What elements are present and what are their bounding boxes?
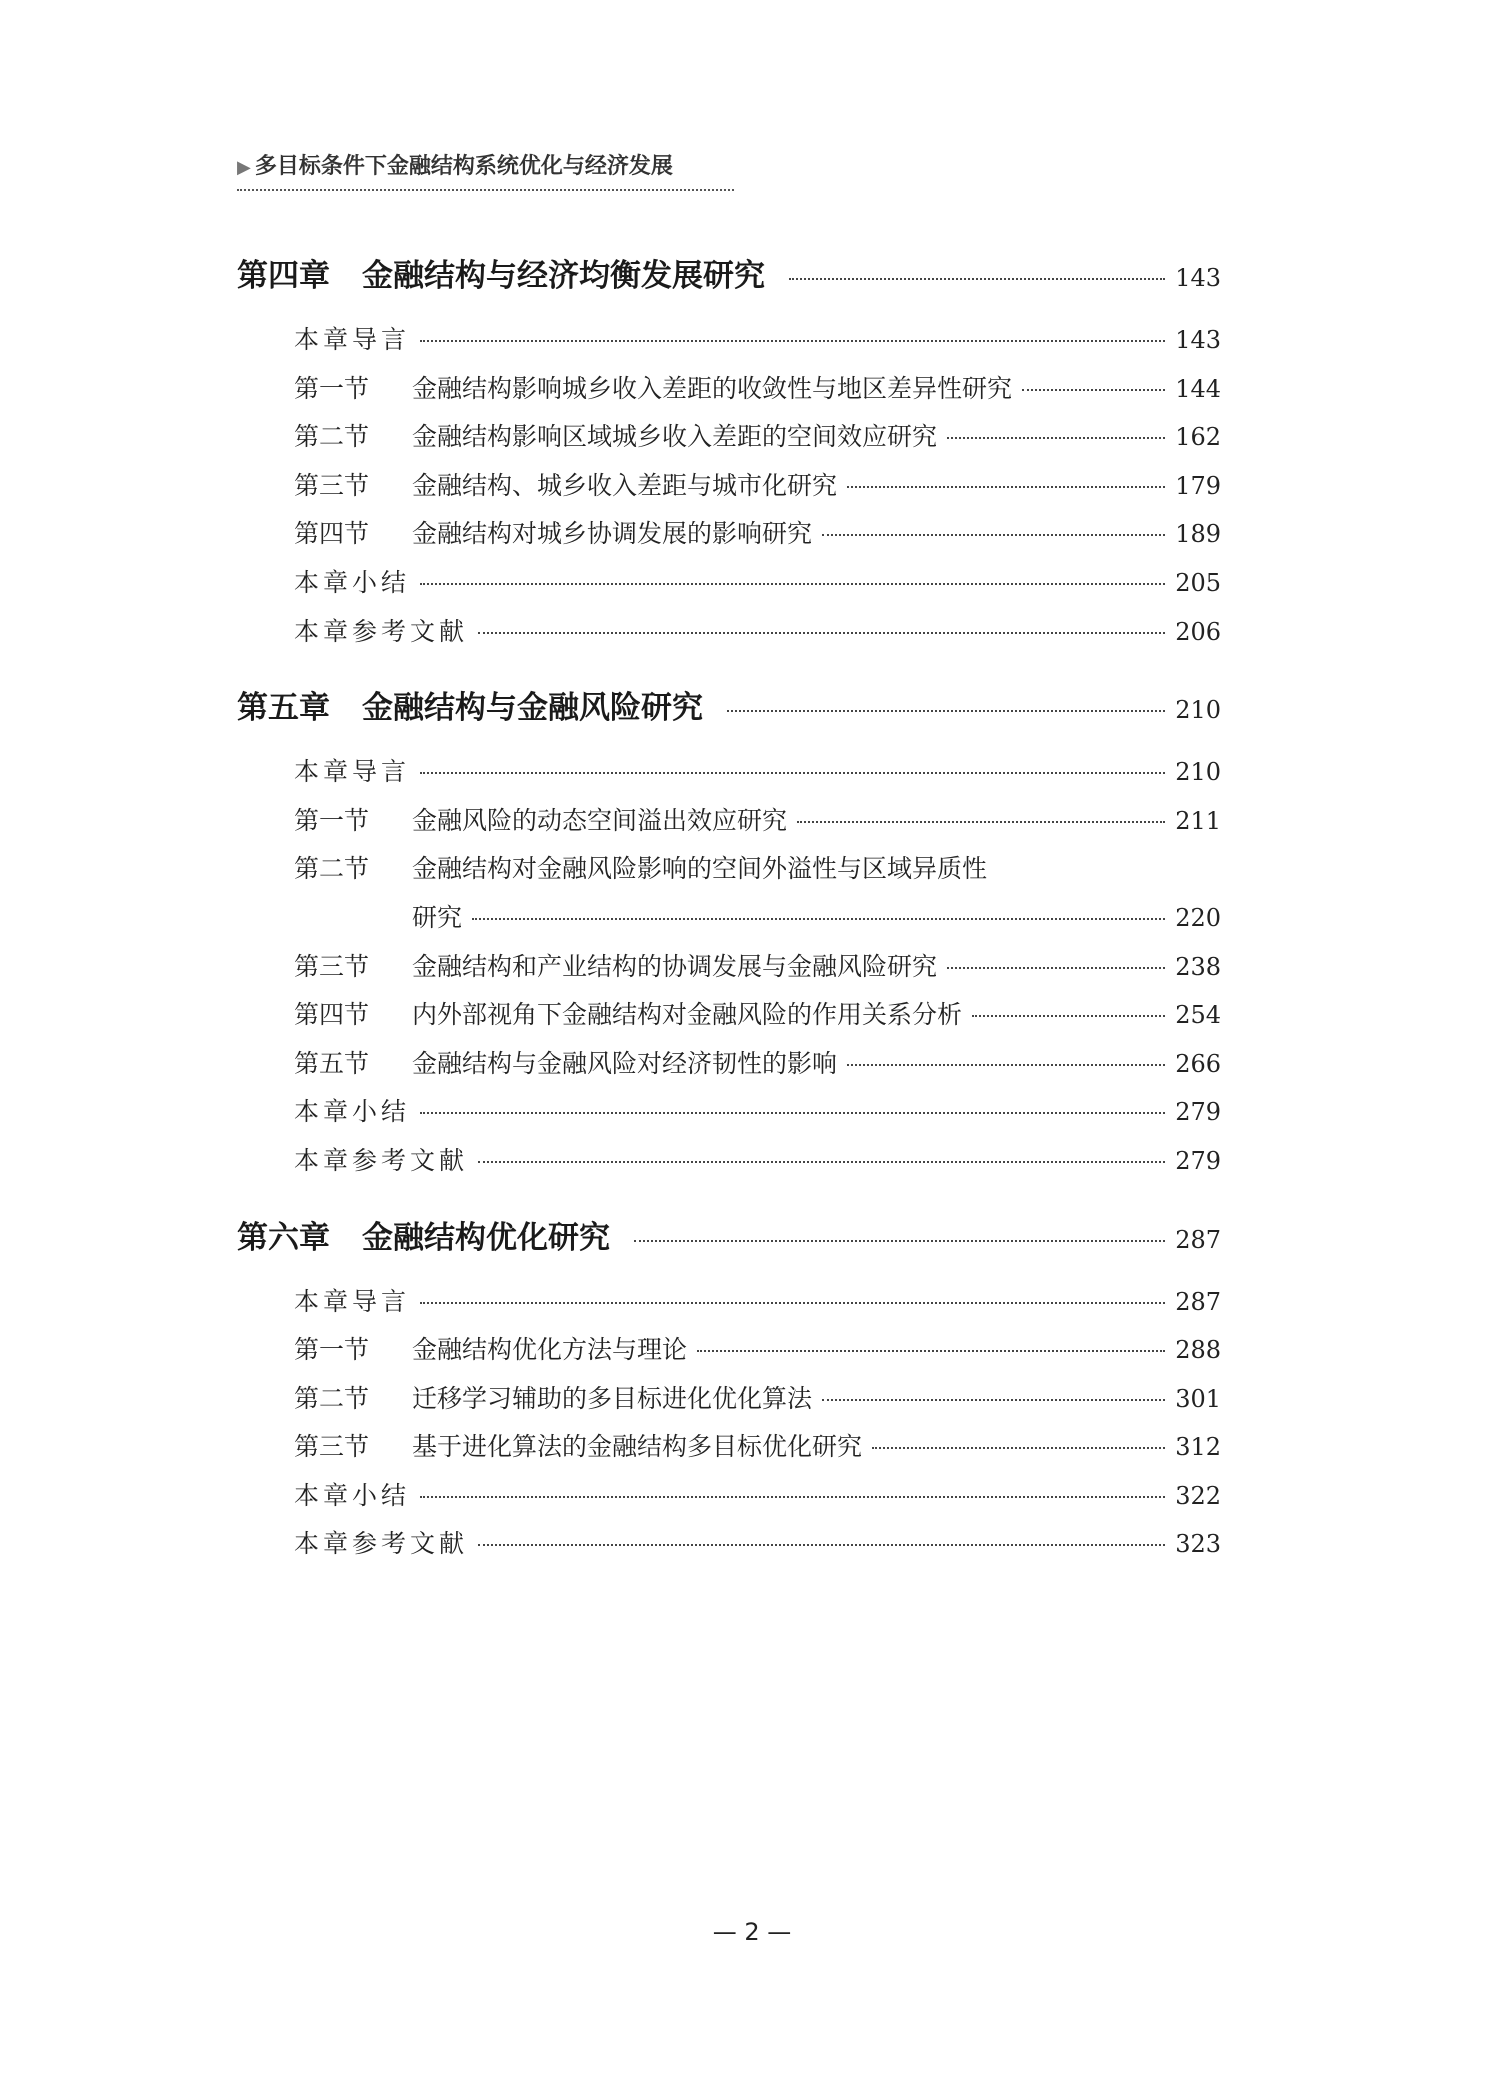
chapter-4 [237,250,1221,660]
entry-title: 金融结构和产业结构的协调发展与金融风险研究 [412,951,938,981]
toc-entry-references[interactable] [237,612,1221,661]
page-number: 205 [1175,568,1221,597]
dot-leader [420,772,1165,774]
dot-leader [420,1112,1165,1114]
section-number: 第一节 [294,373,370,403]
page-number: 220 [1175,903,1221,932]
page-number: 189 [1175,520,1221,549]
page-number: 323 [1175,1530,1221,1559]
toc-entry-section[interactable] [237,995,1221,1044]
dot-leader [472,918,1165,920]
toc-entry-section-continued[interactable] [237,898,1221,947]
toc-entry-intro[interactable] [237,752,1221,801]
toc-entry-section[interactable] [237,1044,1221,1093]
page-number: 279 [1175,1146,1221,1175]
triangle-right-icon: ▶ [237,157,251,178]
table-of-contents [237,250,1221,1595]
entry-title: 内外部视角下金融结构对金融风险的作用关系分析 [412,1000,963,1030]
page-number: 322 [1175,1481,1221,1510]
toc-entry-summary[interactable] [237,563,1221,612]
dot-leader [478,1161,1165,1163]
chapter-6 [237,1212,1221,1574]
entry-title: 本章小结 [294,1480,411,1510]
entry-title: 金融结构优化方法与理论 [412,1335,688,1365]
toc-entry-references[interactable] [237,1141,1221,1190]
page-number: 210 [1175,696,1221,725]
dot-leader [420,583,1165,585]
dot-leader [478,632,1165,634]
entry-title: 金融结构与金融风险对经济韧性的影响 [412,1048,838,1078]
page-number: 162 [1175,423,1221,452]
entry-title: 本章小结 [294,567,411,597]
entry-title: 本章小结 [294,1097,411,1127]
page-footer: — 2 — [712,1918,792,1946]
page-number: 301 [1175,1384,1221,1413]
dot-leader [727,710,1165,712]
dot-leader [1022,389,1165,391]
section-number: 第二节 [294,422,370,452]
toc-entry-section[interactable] [237,849,1221,898]
toc-entry-summary[interactable] [237,1092,1221,1141]
chapter-5 [237,682,1221,1189]
page-number: 143 [1175,326,1221,354]
page-number: 144 [1175,374,1221,403]
dot-leader [847,486,1165,488]
dot-leader [420,340,1165,342]
toc-entry-section[interactable] [237,466,1221,515]
chapter-title: 金融结构与经济均衡发展研究 [362,258,765,294]
section-number: 第一节 [294,805,370,835]
chapter-heading[interactable] [237,250,1221,306]
chapter-number: 第五章 [237,690,330,727]
page-number: 254 [1175,1001,1221,1030]
section-number: 第一节 [294,1335,370,1365]
dot-leader [789,278,1165,280]
toc-entry-section[interactable] [237,1330,1221,1379]
section-number: 第五节 [294,1048,370,1078]
page-number: 266 [1175,1049,1221,1078]
page-number: 287 [1175,1287,1221,1316]
entry-title: 本章参考文献 [294,1529,469,1559]
toc-entry-section[interactable] [237,801,1221,850]
entry-title: 本章导言 [294,325,411,354]
toc-entry-summary[interactable] [237,1476,1221,1525]
dot-leader [947,437,1165,439]
book-title: 多目标条件下金融结构系统优化与经济发展 [254,154,673,179]
chapter-title: 金融结构优化研究 [362,1219,610,1256]
page-number: 238 [1175,952,1221,981]
entry-title: 金融结构、城乡收入差距与城市化研究 [412,470,838,500]
section-number: 第四节 [294,1000,370,1030]
dot-leader [847,1064,1165,1066]
dot-leader [697,1350,1165,1352]
entry-title: 本章导言 [294,757,411,787]
entry-title: 金融风险的动态空间溢出效应研究 [412,805,788,835]
page-number: 287 [1175,1225,1221,1254]
dot-leader [420,1302,1165,1304]
chapter-title: 金融结构与金融风险研究 [362,690,703,727]
entry-title: 基于进化算法的金融结构多目标优化研究 [412,1432,863,1462]
toc-entry-intro[interactable] [237,1282,1221,1331]
toc-entry-intro[interactable] [237,320,1221,369]
toc-entry-section[interactable] [237,1379,1221,1428]
dot-leader [420,1496,1165,1498]
toc-entry-section[interactable] [237,369,1221,418]
entry-title: 金融结构影响区域城乡收入差距的空间效应研究 [412,422,938,452]
page-number: 210 [1175,758,1221,787]
section-number: 第三节 [294,470,370,500]
running-header [237,152,734,191]
entry-title: 金融结构对城乡协调发展的影响研究 [412,519,813,549]
entry-title-continued: 研究 [412,902,463,932]
entry-title: 本章参考文献 [294,1145,469,1175]
section-number: 第四节 [294,519,370,549]
section-number: 第三节 [294,951,370,981]
section-number: 第二节 [294,1383,370,1413]
dot-leader [822,1399,1165,1401]
page-number: 211 [1175,806,1221,835]
dot-leader [478,1544,1165,1546]
entry-title: 本章导言 [294,1286,411,1316]
page-number: 279 [1175,1098,1221,1127]
section-number: 第三节 [294,1432,370,1462]
toc-entry-section[interactable] [237,514,1221,563]
entry-title: 金融结构对金融风险影响的空间外溢性与区域异质性 [412,854,988,884]
page-number: 206 [1175,617,1221,646]
dot-leader [872,1447,1165,1449]
dot-leader [972,1015,1165,1017]
dot-leader [822,534,1165,536]
chapter-number: 第四章 [237,258,330,294]
page-number: 179 [1175,471,1221,500]
page-number: 143 [1175,264,1221,292]
section-number: 第二节 [294,854,370,884]
entry-title: 金融结构影响城乡收入差距的收敛性与地区差异性研究 [412,373,1013,403]
page-number: 288 [1175,1336,1221,1365]
entry-title: 迁移学习辅助的多目标进化优化算法 [412,1383,813,1413]
chapter-heading[interactable] [237,1212,1221,1268]
toc-entry-section[interactable] [237,947,1221,996]
entry-title: 本章参考文献 [294,616,469,646]
page-number: 312 [1175,1433,1221,1462]
dot-leader [947,967,1165,969]
chapter-number: 第六章 [237,1219,330,1256]
toc-entry-section[interactable] [237,1427,1221,1476]
dot-leader [797,821,1165,823]
toc-entry-section[interactable] [237,417,1221,466]
dot-leader [634,1240,1165,1242]
toc-entry-references[interactable] [237,1524,1221,1573]
chapter-heading[interactable] [237,682,1221,738]
